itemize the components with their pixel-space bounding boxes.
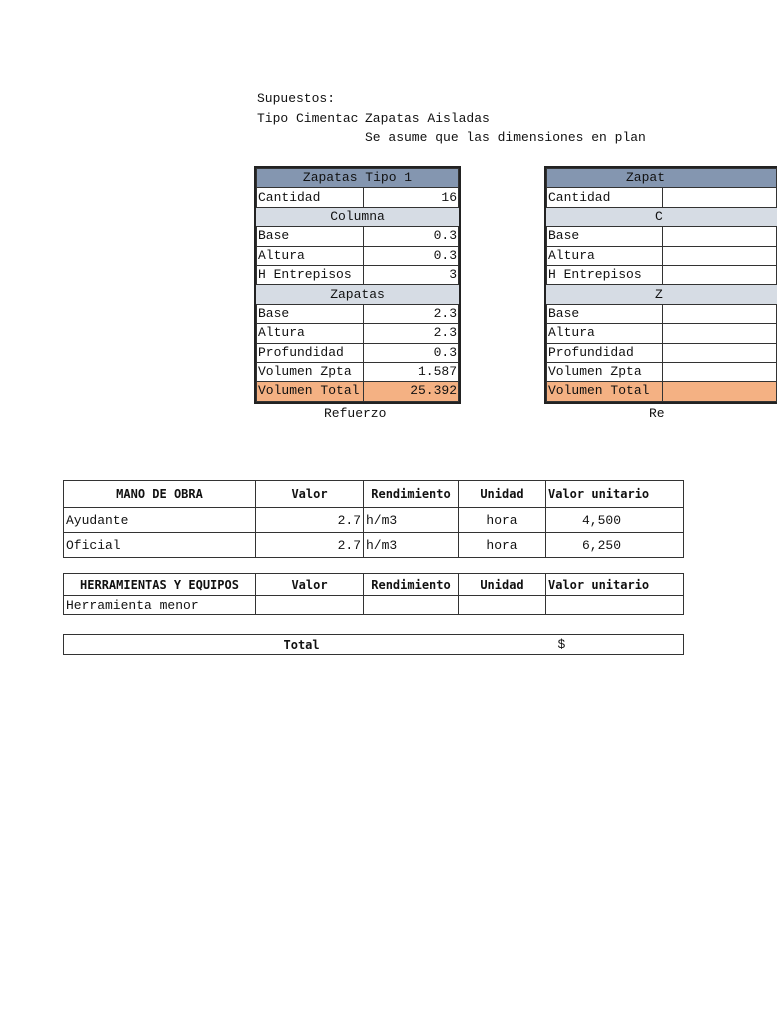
row-valor-unitario[interactable]: 4,500	[546, 508, 684, 533]
herramientas-header: HERRAMIENTAS Y EQUIPOS	[64, 574, 256, 596]
rendimiento-header: Rendimiento	[364, 574, 459, 596]
columna-header: Columna	[257, 207, 459, 226]
volumen-total-value[interactable]: 25.392	[364, 382, 459, 401]
zapatas-tipo-2-table	[546, 168, 777, 402]
row-rendimiento[interactable]	[364, 596, 459, 615]
columna-altura-value-2[interactable]	[663, 246, 777, 265]
profundidad-label-2: Profundidad	[547, 343, 663, 362]
tipo-cimentacion-value: Zapatas Aisladas	[365, 111, 490, 126]
columna-altura-value[interactable]: 0.3	[364, 246, 459, 265]
row-unidad[interactable]: hora	[459, 508, 546, 533]
columna-altura-label: Altura	[257, 246, 364, 265]
columna-base-label-2: Base	[547, 227, 663, 246]
volumen-zpta-value-2[interactable]	[663, 362, 777, 381]
valor-unitario-header: Valor unitario	[546, 574, 684, 596]
table-row	[64, 508, 684, 533]
row-name[interactable]: Ayudante	[64, 508, 256, 533]
volumen-total-value-2[interactable]	[663, 382, 777, 401]
h-entrepisos-label: H Entrepisos	[257, 265, 364, 284]
zapatas-header: Zapatas	[257, 285, 459, 304]
herramientas-table	[63, 573, 684, 615]
columna-altura-label-2: Altura	[547, 246, 663, 265]
profundidad-value-2[interactable]	[663, 343, 777, 362]
zapata-base-label: Base	[257, 304, 364, 323]
volumen-total-label-2: Volumen Total	[547, 382, 663, 401]
row-valor[interactable]: 2.7	[256, 533, 364, 558]
row-valor[interactable]	[256, 596, 364, 615]
row-valor[interactable]: 2.7	[256, 508, 364, 533]
zapata-altura-label: Altura	[257, 324, 364, 343]
valor-header: Valor	[256, 574, 364, 596]
total-currency[interactable]: $	[546, 635, 684, 655]
rendimiento-header: Rendimiento	[364, 481, 459, 508]
volumen-zpta-label-2: Volumen Zpta	[547, 362, 663, 381]
columna-base-value[interactable]: 0.3	[364, 227, 459, 246]
row-unidad[interactable]: hora	[459, 533, 546, 558]
total-label: Total	[256, 635, 364, 655]
zapatas-tipo-1-title: Zapatas Tipo 1	[257, 169, 459, 188]
zapata-altura-value[interactable]: 2.3	[364, 324, 459, 343]
zapatas-header-2: Z	[547, 285, 777, 304]
zapatas-tipo-1-table	[256, 168, 459, 402]
row-name[interactable]: Oficial	[64, 533, 256, 558]
table-row	[64, 533, 684, 558]
unidad-header: Unidad	[459, 574, 546, 596]
profundidad-label: Profundidad	[257, 343, 364, 362]
zapata-altura-value-2[interactable]	[663, 324, 777, 343]
assumption-note: Se asume que las dimensiones en plan	[365, 130, 646, 145]
refuerzo-label-2: Re	[649, 406, 665, 421]
volumen-zpta-value[interactable]: 1.587	[364, 362, 459, 381]
zapata-base-value-2[interactable]	[663, 304, 777, 323]
columna-header-2: C	[547, 207, 777, 226]
cantidad-value[interactable]: 16	[364, 188, 459, 207]
row-rendimiento[interactable]: h/m3	[364, 508, 459, 533]
h-entrepisos-value-2[interactable]	[663, 265, 777, 284]
unidad-header: Unidad	[459, 481, 546, 508]
table-row	[64, 596, 684, 615]
columna-base-label: Base	[257, 227, 364, 246]
columna-base-value-2[interactable]	[663, 227, 777, 246]
row-valor-unitario[interactable]	[546, 596, 684, 615]
zapatas-tipo-2-title: Zapat	[547, 169, 777, 188]
profundidad-value[interactable]: 0.3	[364, 343, 459, 362]
valor-header: Valor	[256, 481, 364, 508]
total-table	[63, 634, 684, 655]
zapata-altura-label-2: Altura	[547, 324, 663, 343]
refuerzo-label: Refuerzo	[324, 406, 387, 421]
row-name[interactable]: Herramienta menor	[64, 596, 256, 615]
volumen-zpta-label: Volumen Zpta	[257, 362, 364, 381]
h-entrepisos-label-2: H Entrepisos	[547, 265, 663, 284]
cantidad-value-2[interactable]	[663, 188, 777, 207]
cantidad-label-2: Cantidad	[547, 188, 663, 207]
valor-unitario-header: Valor unitario	[546, 481, 684, 508]
mano-obra-header: MANO DE OBRA	[64, 481, 256, 508]
cantidad-label: Cantidad	[257, 188, 364, 207]
row-rendimiento[interactable]: h/m3	[364, 533, 459, 558]
row-unidad[interactable]	[459, 596, 546, 615]
tipo-cimentacion-label: Tipo Cimentac	[257, 111, 359, 126]
row-valor-unitario[interactable]: 6,250	[546, 533, 684, 558]
mano-de-obra-table	[63, 480, 684, 558]
volumen-total-label: Volumen Total	[257, 382, 364, 401]
zapata-base-label-2: Base	[547, 304, 663, 323]
supuestos-label: Supuestos:	[257, 91, 336, 106]
zapata-base-value[interactable]: 2.3	[364, 304, 459, 323]
h-entrepisos-value[interactable]: 3	[364, 265, 459, 284]
